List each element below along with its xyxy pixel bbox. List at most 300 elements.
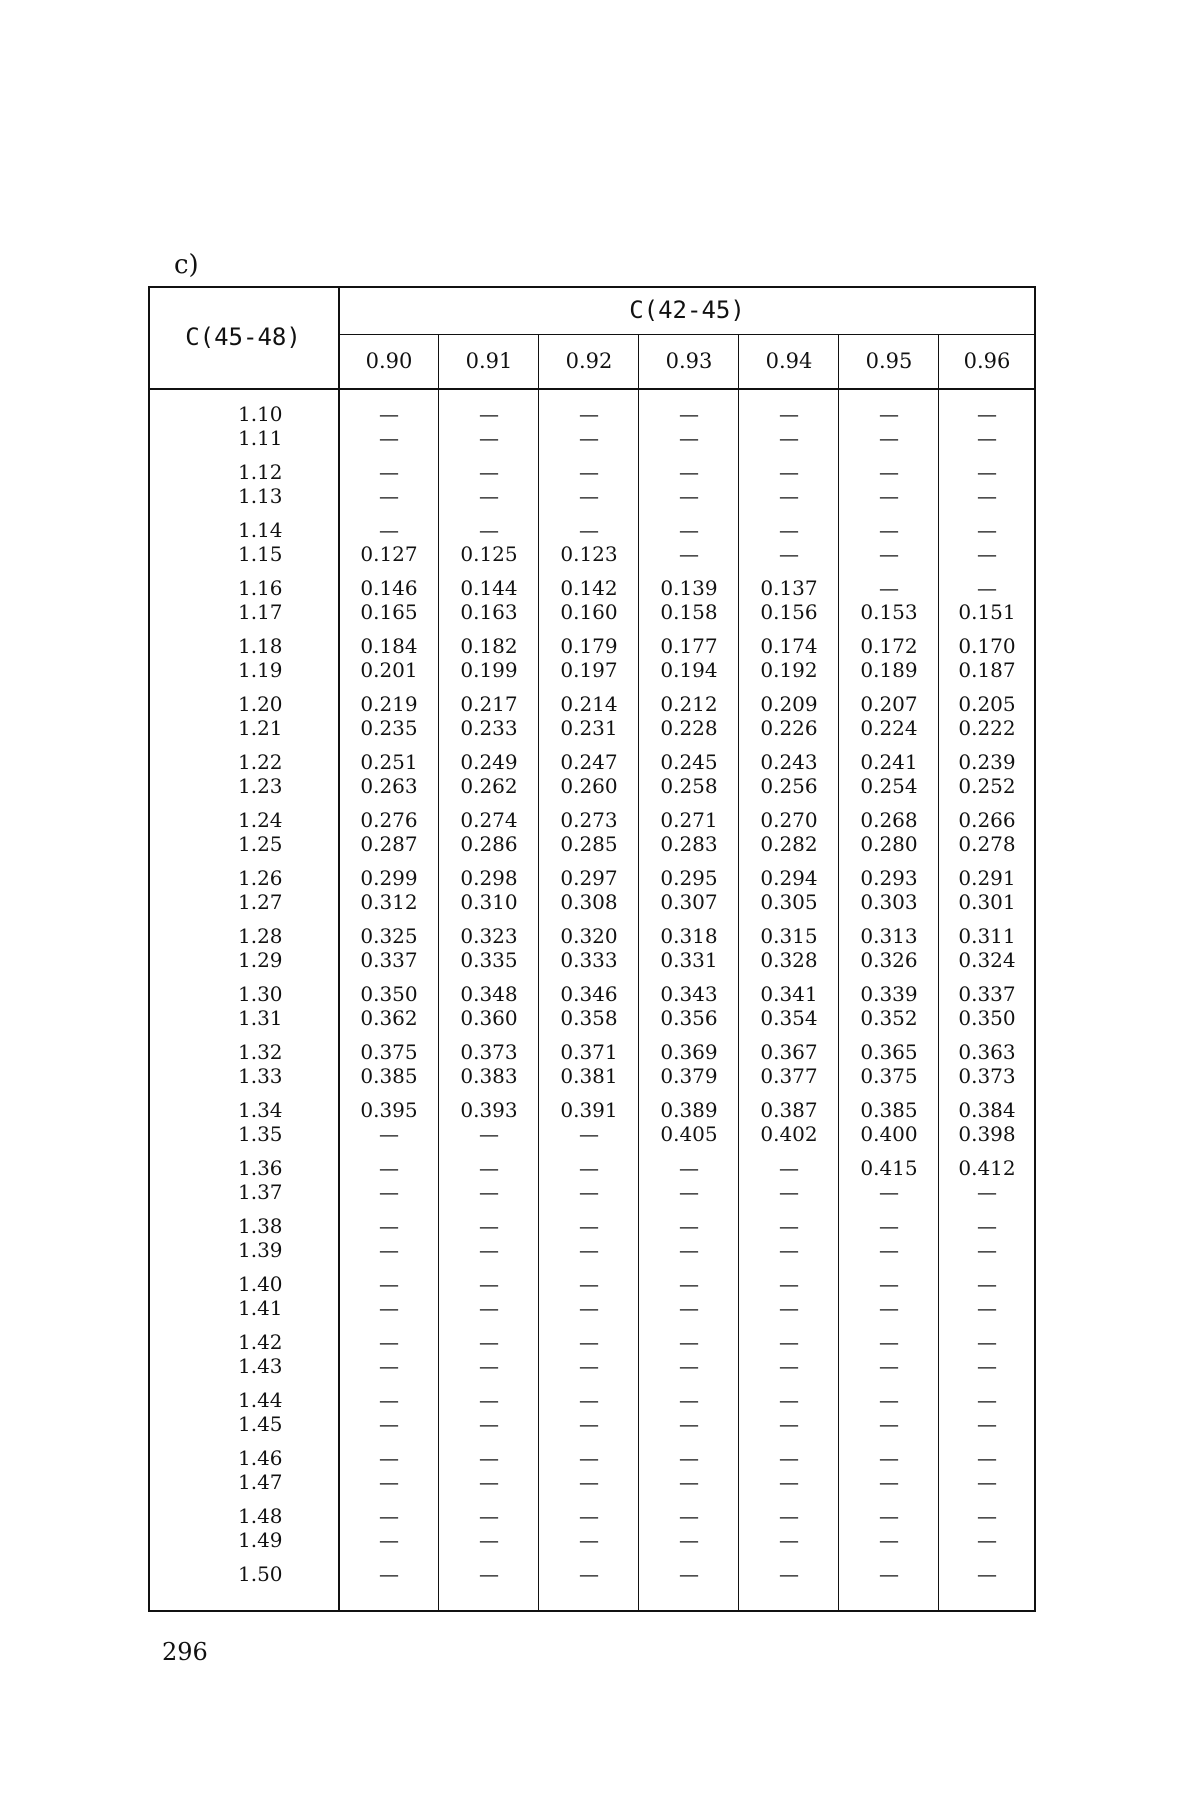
table-cell: 0.252 [958, 774, 1016, 798]
table-cell: 0.412 [958, 1156, 1016, 1180]
table-cell: 0.320 [560, 924, 618, 948]
table-cell: 0.251 [360, 750, 418, 774]
row-key: 1.11 [238, 426, 283, 450]
table-cell: — [679, 1388, 699, 1412]
table-header-bottom-rule [148, 388, 1036, 390]
table-cell: — [879, 426, 899, 450]
row-key: 1.23 [238, 774, 283, 798]
table-cell: 0.247 [560, 750, 618, 774]
table-cell: — [679, 1504, 699, 1528]
table-cell: 0.228 [660, 716, 718, 740]
row-key: 1.20 [238, 692, 283, 716]
table-cell: — [977, 518, 997, 542]
table-cell: — [977, 426, 997, 450]
table-cell: — [679, 1470, 699, 1494]
table-cell: — [379, 460, 399, 484]
table-cell: 0.373 [460, 1040, 518, 1064]
table-cell: — [779, 1156, 799, 1180]
table-cell: — [679, 1296, 699, 1320]
row-key: 1.35 [238, 1122, 283, 1146]
column-header: 0.93 [665, 349, 713, 373]
table-cell: — [379, 1528, 399, 1552]
table-cell: — [579, 1238, 599, 1262]
table-cell: 0.125 [460, 542, 518, 566]
table-cell: — [479, 1272, 499, 1296]
table-cell: 0.214 [560, 692, 618, 716]
table-cell: 0.235 [360, 716, 418, 740]
table-cell: 0.415 [860, 1156, 918, 1180]
table-cell: — [579, 1470, 599, 1494]
table-cell: 0.393 [460, 1098, 518, 1122]
row-key: 1.15 [238, 542, 283, 566]
table-cell: — [579, 1272, 599, 1296]
table-cell: — [779, 1296, 799, 1320]
table-cell: — [679, 1354, 699, 1378]
table-cell: — [779, 1562, 799, 1586]
table-cell: — [379, 1238, 399, 1262]
row-key: 1.49 [238, 1528, 283, 1552]
table-cell: 0.276 [360, 808, 418, 832]
table-cell: 0.165 [360, 600, 418, 624]
table-cell: 0.308 [560, 890, 618, 914]
table-cell: 0.182 [460, 634, 518, 658]
table-cell: 0.287 [360, 832, 418, 856]
table-cell: — [479, 460, 499, 484]
row-key: 1.12 [238, 460, 283, 484]
table-cell: 0.177 [660, 634, 718, 658]
table-cell: 0.291 [958, 866, 1016, 890]
table-cell: — [479, 1122, 499, 1146]
table-cell: — [479, 484, 499, 508]
table-cell: 0.174 [760, 634, 818, 658]
table-cell: 0.144 [460, 576, 518, 600]
table-cell: 0.274 [460, 808, 518, 832]
table-cell: — [579, 1354, 599, 1378]
table-left-border [148, 286, 150, 1612]
table-cell: 0.241 [860, 750, 918, 774]
table-cell: 0.341 [760, 982, 818, 1006]
table-cell: — [479, 426, 499, 450]
table-cell: 0.346 [560, 982, 618, 1006]
table-cell: 0.395 [360, 1098, 418, 1122]
table-cell: 0.233 [460, 716, 518, 740]
table-cell: 0.348 [460, 982, 518, 1006]
table-cell: — [879, 484, 899, 508]
row-key: 1.39 [238, 1238, 283, 1262]
table-cell: — [379, 1504, 399, 1528]
table-cell: 0.331 [660, 948, 718, 972]
table-cell: 0.307 [660, 890, 718, 914]
row-key: 1.50 [238, 1562, 283, 1586]
column-header: 0.94 [765, 349, 813, 373]
table-cell: — [579, 518, 599, 542]
group-header-rule [338, 334, 1036, 335]
table-cell: 0.263 [360, 774, 418, 798]
table-cell: — [779, 1330, 799, 1354]
table-cell: — [379, 518, 399, 542]
table-cell: — [779, 484, 799, 508]
table-cell: 0.295 [660, 866, 718, 890]
table-cell: 0.363 [958, 1040, 1016, 1064]
table-cell: 0.377 [760, 1064, 818, 1088]
row-key: 1.10 [238, 402, 283, 426]
section-label: c) [174, 250, 199, 280]
row-key: 1.17 [238, 600, 283, 624]
table-cell: 0.350 [958, 1006, 1016, 1030]
table-cell: 0.315 [760, 924, 818, 948]
table-cell: 0.254 [860, 774, 918, 798]
table-cell: — [879, 1562, 899, 1586]
table-cell: — [579, 1214, 599, 1238]
table-cell: — [579, 1388, 599, 1412]
table-cell: — [879, 1388, 899, 1412]
row-key: 1.36 [238, 1156, 283, 1180]
table-cell: — [977, 1446, 997, 1470]
table-cell: 0.283 [660, 832, 718, 856]
row-key: 1.18 [238, 634, 283, 658]
table-cell: — [879, 1330, 899, 1354]
row-key: 1.31 [238, 1006, 283, 1030]
table-cell: — [779, 1272, 799, 1296]
row-key: 1.26 [238, 866, 283, 890]
column-header: 0.95 [865, 349, 913, 373]
table-cell: — [379, 1354, 399, 1378]
table-cell: — [579, 1562, 599, 1586]
table-cell: 0.258 [660, 774, 718, 798]
table-cell: — [579, 1156, 599, 1180]
table-cell: 0.219 [360, 692, 418, 716]
table-cell: 0.123 [560, 542, 618, 566]
row-key: 1.24 [238, 808, 283, 832]
table-cell: — [977, 1296, 997, 1320]
table-cell: 0.224 [860, 716, 918, 740]
table-cell: 0.137 [760, 576, 818, 600]
table-cell: 0.192 [760, 658, 818, 682]
table-cell: 0.385 [860, 1098, 918, 1122]
table-cell: 0.226 [760, 716, 818, 740]
table-cell: 0.285 [560, 832, 618, 856]
table-cell: 0.245 [660, 750, 718, 774]
column-header: 0.91 [465, 349, 513, 373]
table-cell: — [479, 402, 499, 426]
table-cell: 0.294 [760, 866, 818, 890]
table-cell: 0.367 [760, 1040, 818, 1064]
table-cell: — [579, 1528, 599, 1552]
table-cell: — [379, 1388, 399, 1412]
table-cell: — [879, 1446, 899, 1470]
table-cell: — [679, 1412, 699, 1436]
row-key: 1.47 [238, 1470, 283, 1494]
table-cell: — [977, 1354, 997, 1378]
table-cell: 0.222 [958, 716, 1016, 740]
table-cell: — [879, 576, 899, 600]
table-cell: 0.271 [660, 808, 718, 832]
column-header: 0.92 [565, 349, 613, 373]
table-cell: 0.179 [560, 634, 618, 658]
table-cell: 0.201 [360, 658, 418, 682]
row-key: 1.16 [238, 576, 283, 600]
table-cell: — [977, 1180, 997, 1204]
table-cell: 0.391 [560, 1098, 618, 1122]
table-cell: — [379, 1470, 399, 1494]
table-cell: — [879, 542, 899, 566]
row-key: 1.14 [238, 518, 283, 542]
table-cell: — [977, 576, 997, 600]
table-cell: 0.197 [560, 658, 618, 682]
table-cell: — [879, 1354, 899, 1378]
table-cell: — [679, 460, 699, 484]
table-cell: 0.153 [860, 600, 918, 624]
table-bottom-rule [148, 1610, 1036, 1612]
table-cell: 0.301 [958, 890, 1016, 914]
table-cell: — [779, 1238, 799, 1262]
table-cell: 0.260 [560, 774, 618, 798]
table-cell: — [779, 1528, 799, 1552]
row-key: 1.19 [238, 658, 283, 682]
table-cell: — [479, 1412, 499, 1436]
table-cell: — [977, 460, 997, 484]
table-cell: 0.286 [460, 832, 518, 856]
table-cell: — [779, 1470, 799, 1494]
table-cell: 0.389 [660, 1098, 718, 1122]
table-cell: 0.384 [958, 1098, 1016, 1122]
table-cell: 0.356 [660, 1006, 718, 1030]
table-cell: 0.337 [958, 982, 1016, 1006]
table-cell: — [879, 460, 899, 484]
table-cell: 0.160 [560, 600, 618, 624]
table-cell: — [679, 1214, 699, 1238]
table-cell: 0.385 [360, 1064, 418, 1088]
table-cell: 0.339 [860, 982, 918, 1006]
table-cell: 0.305 [760, 890, 818, 914]
table-cell: — [379, 1446, 399, 1470]
table-cell: 0.151 [958, 600, 1016, 624]
table-cell: 0.299 [360, 866, 418, 890]
table-cell: — [977, 1504, 997, 1528]
table-cell: — [779, 426, 799, 450]
table-cell: — [479, 1238, 499, 1262]
column-divider [638, 334, 639, 1612]
table-cell: — [977, 1528, 997, 1552]
row-key: 1.28 [238, 924, 283, 948]
table-cell: 0.189 [860, 658, 918, 682]
row-key: 1.27 [238, 890, 283, 914]
table-cell: — [679, 1272, 699, 1296]
table-cell: — [779, 1504, 799, 1528]
table-cell: — [679, 1238, 699, 1262]
table-cell: — [479, 1470, 499, 1494]
table-cell: 0.303 [860, 890, 918, 914]
table-cell: — [779, 1214, 799, 1238]
column-header: 0.90 [365, 349, 413, 373]
table-cell: 0.239 [958, 750, 1016, 774]
row-key: 1.42 [238, 1330, 283, 1354]
table-cell: — [879, 1504, 899, 1528]
table-cell: — [977, 484, 997, 508]
table-cell: 0.311 [958, 924, 1016, 948]
table-cell: 0.209 [760, 692, 818, 716]
table-cell: 0.333 [560, 948, 618, 972]
table-cell: 0.199 [460, 658, 518, 682]
table-cell: 0.158 [660, 600, 718, 624]
table-cell: — [879, 1214, 899, 1238]
table-cell: — [479, 1354, 499, 1378]
table-cell: — [779, 460, 799, 484]
table-cell: — [679, 518, 699, 542]
table-cell: — [379, 1214, 399, 1238]
table-cell: 0.310 [460, 890, 518, 914]
table-cell: — [579, 1446, 599, 1470]
table-cell: — [579, 1412, 599, 1436]
row-key: 1.30 [238, 982, 283, 1006]
table-cell: — [479, 1330, 499, 1354]
table-cell: 0.312 [360, 890, 418, 914]
table-cell: 0.358 [560, 1006, 618, 1030]
table-cell: — [879, 1412, 899, 1436]
table-cell: — [679, 426, 699, 450]
table-cell: — [379, 484, 399, 508]
table-cell: — [779, 1388, 799, 1412]
table-cell: — [379, 1296, 399, 1320]
table-cell: 0.381 [560, 1064, 618, 1088]
table-cell: 0.328 [760, 948, 818, 972]
table-cell: 0.172 [860, 634, 918, 658]
table-cell: 0.324 [958, 948, 1016, 972]
table-cell: — [379, 402, 399, 426]
table-cell: 0.207 [860, 692, 918, 716]
table-cell: — [479, 1296, 499, 1320]
table-cell: 0.326 [860, 948, 918, 972]
table-cell: — [479, 1180, 499, 1204]
table-cell: — [379, 1412, 399, 1436]
table-cell: — [977, 1562, 997, 1586]
row-key: 1.38 [238, 1214, 283, 1238]
table-cell: 0.323 [460, 924, 518, 948]
table-cell: — [379, 1156, 399, 1180]
row-key: 1.37 [238, 1180, 283, 1204]
table-cell: — [977, 1238, 997, 1262]
table-cell: — [679, 1180, 699, 1204]
page-number: 296 [162, 1638, 208, 1666]
table-cell: — [879, 1272, 899, 1296]
table-cell: — [679, 402, 699, 426]
table-cell: 0.212 [660, 692, 718, 716]
table-cell: — [879, 1180, 899, 1204]
table-cell: 0.375 [860, 1064, 918, 1088]
table-cell: — [977, 542, 997, 566]
table-cell: 0.318 [660, 924, 718, 948]
table-cell: — [779, 542, 799, 566]
table-cell: — [379, 1180, 399, 1204]
table-cell: 0.369 [660, 1040, 718, 1064]
table-cell: — [579, 426, 599, 450]
table-cell: 0.402 [760, 1122, 818, 1146]
table-cell: 0.156 [760, 600, 818, 624]
row-key: 1.29 [238, 948, 283, 972]
table-cell: — [479, 1214, 499, 1238]
table-cell: 0.249 [460, 750, 518, 774]
table-cell: — [879, 1296, 899, 1320]
row-key: 1.13 [238, 484, 283, 508]
table-cell: — [379, 1122, 399, 1146]
table-cell: 0.298 [460, 866, 518, 890]
table-cell: — [679, 1562, 699, 1586]
table-cell: 0.297 [560, 866, 618, 890]
table-cell: 0.273 [560, 808, 618, 832]
table-cell: — [679, 1446, 699, 1470]
table-cell: 0.398 [958, 1122, 1016, 1146]
table-cell: — [977, 1470, 997, 1494]
table-cell: — [977, 402, 997, 426]
table-cell: — [679, 1330, 699, 1354]
table-cell: 0.375 [360, 1040, 418, 1064]
table-cell: — [479, 1562, 499, 1586]
table-cell: 0.352 [860, 1006, 918, 1030]
row-key: 1.32 [238, 1040, 283, 1064]
table-cell: — [379, 1330, 399, 1354]
table-cell: 0.365 [860, 1040, 918, 1064]
table-cell: 0.231 [560, 716, 618, 740]
table-cell: — [977, 1388, 997, 1412]
table-cell: 0.262 [460, 774, 518, 798]
table-cell: — [879, 1470, 899, 1494]
table-cell: 0.282 [760, 832, 818, 856]
row-key: 1.34 [238, 1098, 283, 1122]
table-cell: — [479, 1446, 499, 1470]
table-cell: 0.256 [760, 774, 818, 798]
table-cell: 0.142 [560, 576, 618, 600]
row-key: 1.40 [238, 1272, 283, 1296]
table-cell: — [679, 542, 699, 566]
table-cell: 0.293 [860, 866, 918, 890]
table-cell: 0.400 [860, 1122, 918, 1146]
table-cell: — [977, 1330, 997, 1354]
table-cell: — [379, 1562, 399, 1586]
table-cell: 0.387 [760, 1098, 818, 1122]
table-cell: 0.278 [958, 832, 1016, 856]
table-cell: — [779, 1412, 799, 1436]
table-cell: — [879, 1528, 899, 1552]
table-cell: 0.217 [460, 692, 518, 716]
table-cell: 0.383 [460, 1064, 518, 1088]
column-divider [738, 334, 739, 1612]
table-cell: 0.163 [460, 600, 518, 624]
table-cell: — [479, 1504, 499, 1528]
table-cell: 0.194 [660, 658, 718, 682]
row-key: 1.43 [238, 1354, 283, 1378]
table-cell: 0.350 [360, 982, 418, 1006]
table-cell: — [977, 1214, 997, 1238]
table-cell: — [579, 1296, 599, 1320]
row-key: 1.33 [238, 1064, 283, 1088]
table-cell: 0.139 [660, 576, 718, 600]
row-key: 1.45 [238, 1412, 283, 1436]
row-key: 1.44 [238, 1388, 283, 1412]
table-cell: 0.266 [958, 808, 1016, 832]
table-cell: — [579, 484, 599, 508]
table-cell: — [379, 1272, 399, 1296]
table-cell: — [579, 1504, 599, 1528]
table-cell: — [479, 518, 499, 542]
row-key: 1.22 [238, 750, 283, 774]
table-cell: 0.371 [560, 1040, 618, 1064]
table-cell: — [679, 1156, 699, 1180]
table-cell: — [779, 518, 799, 542]
table-cell: — [879, 1238, 899, 1262]
row-key: 1.41 [238, 1296, 283, 1320]
table-cell: — [977, 1272, 997, 1296]
table-cell: 0.184 [360, 634, 418, 658]
